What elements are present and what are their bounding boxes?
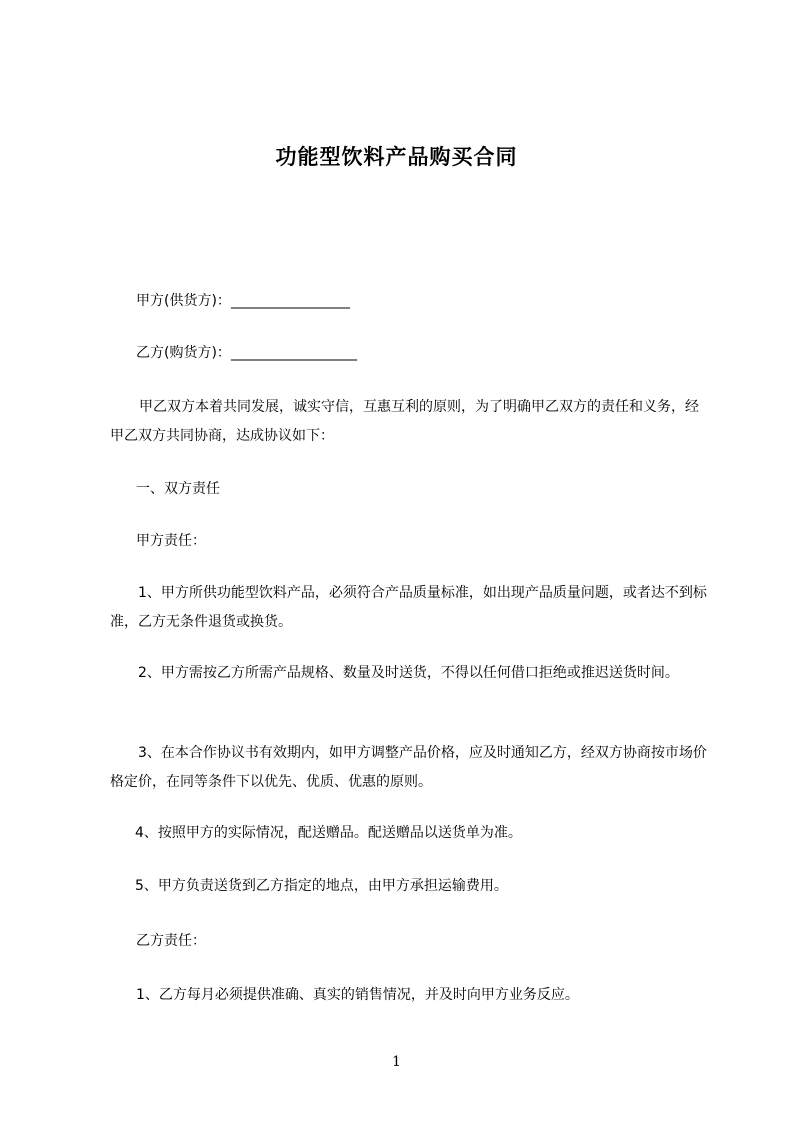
party-a-line bbox=[110, 287, 710, 316]
party-b-duty-1-line bbox=[110, 981, 710, 1010]
party-a-blank: _________________ bbox=[230, 293, 350, 309]
party-a-label: 甲方(供货方)： bbox=[136, 293, 231, 309]
section-heading bbox=[110, 475, 710, 504]
party-b-duties-heading: 乙方责任： bbox=[136, 933, 206, 949]
document-title: 功能型饮料产品购买合同 bbox=[275, 145, 518, 169]
party-a-duty-3: 3、在本合作协议书有效期内，如甲方调整产品价格，应及时通知乙方，经双方协商按市场价格定价，在同等条件下以优先、优质、优惠的原则。 bbox=[110, 745, 707, 790]
party-b-duties-heading-line bbox=[110, 927, 710, 956]
party-a-duty-5-line bbox=[110, 872, 710, 901]
party-b-label: 乙方(购货方)： bbox=[136, 345, 231, 361]
party-b-blank: __________________ bbox=[230, 345, 357, 361]
party-a-duty-4-line bbox=[110, 819, 710, 848]
party-a-duties-heading: 甲方责任： bbox=[136, 533, 206, 549]
party-a-duty-5: 5、甲方负责送货到乙方指定的地点，由甲方承担运输费用。 bbox=[135, 878, 508, 894]
party-a-duties-heading-line bbox=[110, 527, 710, 556]
party-b-duty-1: 1、乙方每月必须提供准确、真实的销售情况，并及时向甲方业务反应。 bbox=[136, 987, 579, 1003]
party-b-line bbox=[110, 339, 710, 368]
section-1-heading: 一、双方责任 bbox=[136, 481, 220, 497]
party-a-duty-2: 2、甲方需按乙方所需产品规格、数量及时送货，不得以任何借口拒绝或推迟送货时间。 bbox=[138, 665, 679, 681]
intro-paragraph: 甲乙双方本着共同发展，诚实守信，互惠互利的原则，为了明确甲乙双方的责任和义务，经甲乙双方共同协商，达成协议如下： bbox=[110, 399, 699, 444]
page-number: 1 bbox=[392, 1054, 401, 1070]
party-a-duty-4: 4、按照甲方的实际情况，配送赠品。配送赠品以送货单为准。 bbox=[135, 825, 522, 841]
party-a-duty-1: 1、甲方所供功能型饮料产品，必须符合产品质量标准，如出现产品质量问题，或者达不到标准，乙方无条件退货或换货。 bbox=[110, 585, 707, 630]
